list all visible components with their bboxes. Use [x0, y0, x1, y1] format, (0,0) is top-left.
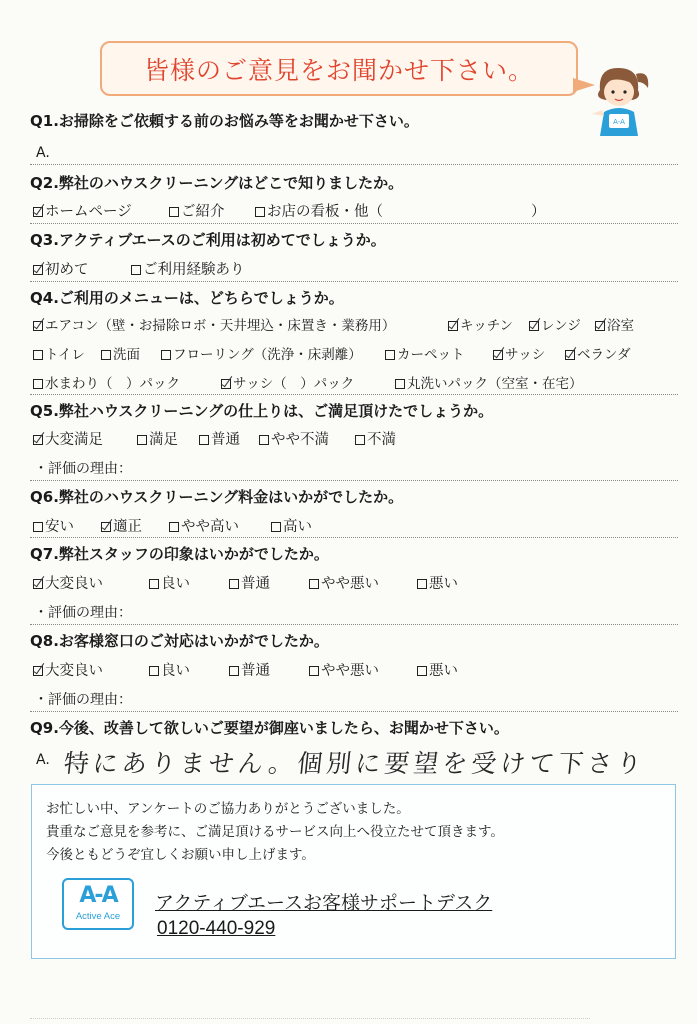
active-ace-logo	[62, 878, 134, 930]
q8-reason-label: ・評価の理由：	[34, 692, 132, 708]
checkbox-icon[interactable]	[33, 522, 43, 532]
q5-option-slightly-dissatisfied[interactable]: やや不満	[259, 428, 329, 449]
q6-question: Q6.弊社のハウスクリーニング料金はいかがでしたか。	[30, 488, 404, 506]
survey-title-banner	[100, 41, 578, 96]
checkbox-icon[interactable]	[385, 350, 395, 360]
checkbox-icon[interactable]	[229, 579, 239, 589]
q4-option-carpet[interactable]: カーペット	[385, 343, 465, 363]
checkbox-checked-icon[interactable]	[33, 435, 43, 445]
q2-question: Q2.弊社のハウスクリーニングはどこで知りましたか。	[30, 174, 404, 192]
divider	[30, 537, 678, 538]
q4-question: Q4.ご利用のメニューは、どちらでしょうか。	[30, 289, 344, 307]
q7-option-good[interactable]: 良い	[149, 572, 190, 593]
q9-answer-prefix: A.	[36, 752, 50, 768]
checkbox-icon[interactable]	[101, 350, 111, 360]
checkbox-checked-icon[interactable]	[33, 207, 43, 217]
svg-text:A-A: A-A	[613, 118, 625, 126]
q4-option-sash-pack[interactable]: サッシ（ ）パック	[221, 372, 354, 392]
checkbox-icon[interactable]	[309, 579, 319, 589]
q2-option-other[interactable]: お店の看板・他（	[255, 200, 383, 221]
divider	[30, 624, 678, 625]
q5-option-normal[interactable]: 普通	[199, 428, 240, 449]
q4-option-veranda[interactable]: ベランダ	[565, 343, 630, 363]
checkbox-icon[interactable]	[169, 522, 179, 532]
q8-option-very-good[interactable]: 大変良い	[33, 659, 103, 680]
q5-option-dissatisfied[interactable]: 不満	[355, 428, 396, 449]
q4-option-range[interactable]: レンジ	[529, 314, 581, 334]
divider	[30, 711, 678, 712]
q8-question: Q8.お客様窓口のご対応はいかがでしたか。	[30, 632, 329, 650]
q2-option-referral[interactable]: ご紹介	[169, 200, 225, 221]
checkbox-icon[interactable]	[395, 379, 405, 389]
q7-option-very-good[interactable]: 大変良い	[33, 572, 103, 593]
q8-option-bad[interactable]: 悪い	[417, 659, 458, 680]
checkbox-icon[interactable]	[199, 435, 209, 445]
q4-option-toilet[interactable]: トイレ	[33, 343, 85, 363]
q4-option-full-pack[interactable]: 丸洗いパック（空室・在宅）	[395, 372, 583, 392]
q4-option-water-pack[interactable]: 水まわり（ ）パック	[33, 372, 180, 392]
q3-option-first-time[interactable]: 初めて	[33, 258, 89, 279]
checkbox-icon[interactable]	[137, 435, 147, 445]
checkbox-checked-icon[interactable]	[595, 321, 605, 331]
logo-text: Active Ace	[75, 911, 121, 922]
thank-you-line1: お忙しい中、アンケートのご協力ありがとうございました。	[46, 801, 410, 817]
divider	[30, 281, 678, 282]
mascot-girl-icon	[582, 60, 652, 136]
q5-question: Q5.弊社ハウスクリーニングの仕上りは、ご満足頂けたでしょうか。	[30, 402, 494, 420]
checkbox-checked-icon[interactable]	[33, 265, 43, 275]
checkbox-icon[interactable]	[229, 666, 239, 676]
q2-option-homepage[interactable]: ホームページ	[33, 200, 132, 221]
q8-option-slightly-bad[interactable]: やや悪い	[309, 659, 379, 680]
q6-option-expensive[interactable]: 高い	[271, 515, 312, 536]
q8-option-good[interactable]: 良い	[149, 659, 190, 680]
checkbox-checked-icon[interactable]	[529, 321, 539, 331]
q7-reason-label: ・評価の理由：	[34, 605, 132, 621]
q9-handwritten-answer-line1: 特にありません。個別に要望を受けて下さり	[62, 749, 647, 778]
divider	[30, 480, 678, 481]
checkbox-icon[interactable]	[161, 350, 171, 360]
q4-option-sash[interactable]: サッシ	[493, 343, 545, 363]
checkbox-checked-icon[interactable]	[33, 579, 43, 589]
checkbox-icon[interactable]	[271, 522, 281, 532]
q4-option-bath[interactable]: 浴室	[595, 314, 634, 334]
q9-question: Q9.今後、改善して欲しいご要望が御座いましたら、お聞かせ下さい。	[30, 719, 509, 737]
checkbox-icon[interactable]	[309, 666, 319, 676]
checkbox-checked-icon[interactable]	[565, 350, 575, 360]
q2-option-other-close: ）	[531, 204, 546, 220]
q7-question: Q7.弊社スタッフの印象はいかがでしたか。	[30, 545, 329, 563]
checkbox-icon[interactable]	[131, 265, 141, 275]
thank-you-line3: 今後ともどうぞ宜しくお願い申し上げます。	[46, 847, 315, 863]
q8-option-normal[interactable]: 普通	[229, 659, 270, 680]
checkbox-icon[interactable]	[417, 666, 427, 676]
checkbox-icon[interactable]	[417, 579, 427, 589]
q7-option-normal[interactable]: 普通	[229, 572, 270, 593]
q5-reason-label: ・評価の理由：	[34, 461, 132, 477]
checkbox-checked-icon[interactable]	[101, 522, 111, 532]
q3-option-used-before[interactable]: ご利用経験あり	[131, 258, 245, 279]
support-phone-number[interactable]: 0120-440-929	[157, 918, 276, 939]
divider	[30, 223, 678, 224]
q6-option-cheap[interactable]: 安い	[33, 515, 74, 536]
checkbox-icon[interactable]	[33, 350, 43, 360]
divider	[30, 164, 678, 165]
q7-option-bad[interactable]: 悪い	[417, 572, 458, 593]
checkbox-checked-icon[interactable]	[33, 321, 43, 331]
q7-option-slightly-bad[interactable]: やや悪い	[309, 572, 379, 593]
checkbox-icon[interactable]	[149, 579, 159, 589]
survey-title: 皆様のご意見をお聞かせ下さい。	[143, 55, 534, 85]
q3-question: Q3.アクティブエースのご利用は初めてでしょうか。	[30, 231, 386, 249]
checkbox-icon[interactable]	[169, 207, 179, 217]
checkbox-icon[interactable]	[255, 207, 265, 217]
q4-option-washroom[interactable]: 洗面	[101, 343, 140, 363]
checkbox-icon[interactable]	[149, 666, 159, 676]
checkbox-checked-icon[interactable]	[448, 321, 458, 331]
divider	[30, 394, 678, 395]
support-desk-name: アクティブエースお客様サポートデスク	[155, 892, 493, 914]
q4-option-kitchen[interactable]: キッチン	[448, 314, 513, 334]
logo-mark: A-A	[79, 883, 117, 908]
q4-option-flooring[interactable]: フローリング（洗浄・床剥離）	[161, 343, 362, 363]
bottom-edge-marks	[30, 1018, 590, 1019]
checkbox-checked-icon[interactable]	[33, 666, 43, 676]
q6-option-fair[interactable]: 適正	[101, 515, 142, 536]
checkbox-icon[interactable]	[33, 379, 43, 389]
checkbox-checked-icon[interactable]	[493, 350, 503, 360]
checkbox-icon[interactable]	[259, 435, 269, 445]
q5-option-very-satisfied[interactable]: 大変満足	[33, 428, 103, 449]
checkbox-icon[interactable]	[355, 435, 365, 445]
q1-answer-prefix: A.	[36, 145, 50, 161]
q4-option-aircon[interactable]: エアコン（壁・お掃除ロボ・天井埋込・床置き・業務用）	[33, 314, 395, 334]
checkbox-checked-icon[interactable]	[221, 379, 231, 389]
q6-option-slightly-expensive[interactable]: やや高い	[169, 515, 239, 536]
q5-option-satisfied[interactable]: 満足	[137, 428, 178, 449]
q1-question: Q1.お掃除をご依頼する前のお悩み等をお聞かせ下さい。	[30, 112, 419, 130]
thank-you-line2: 貴重なご意見を参考に、ご満足頂けるサービス向上へ役立たせて頂きます。	[46, 824, 504, 840]
